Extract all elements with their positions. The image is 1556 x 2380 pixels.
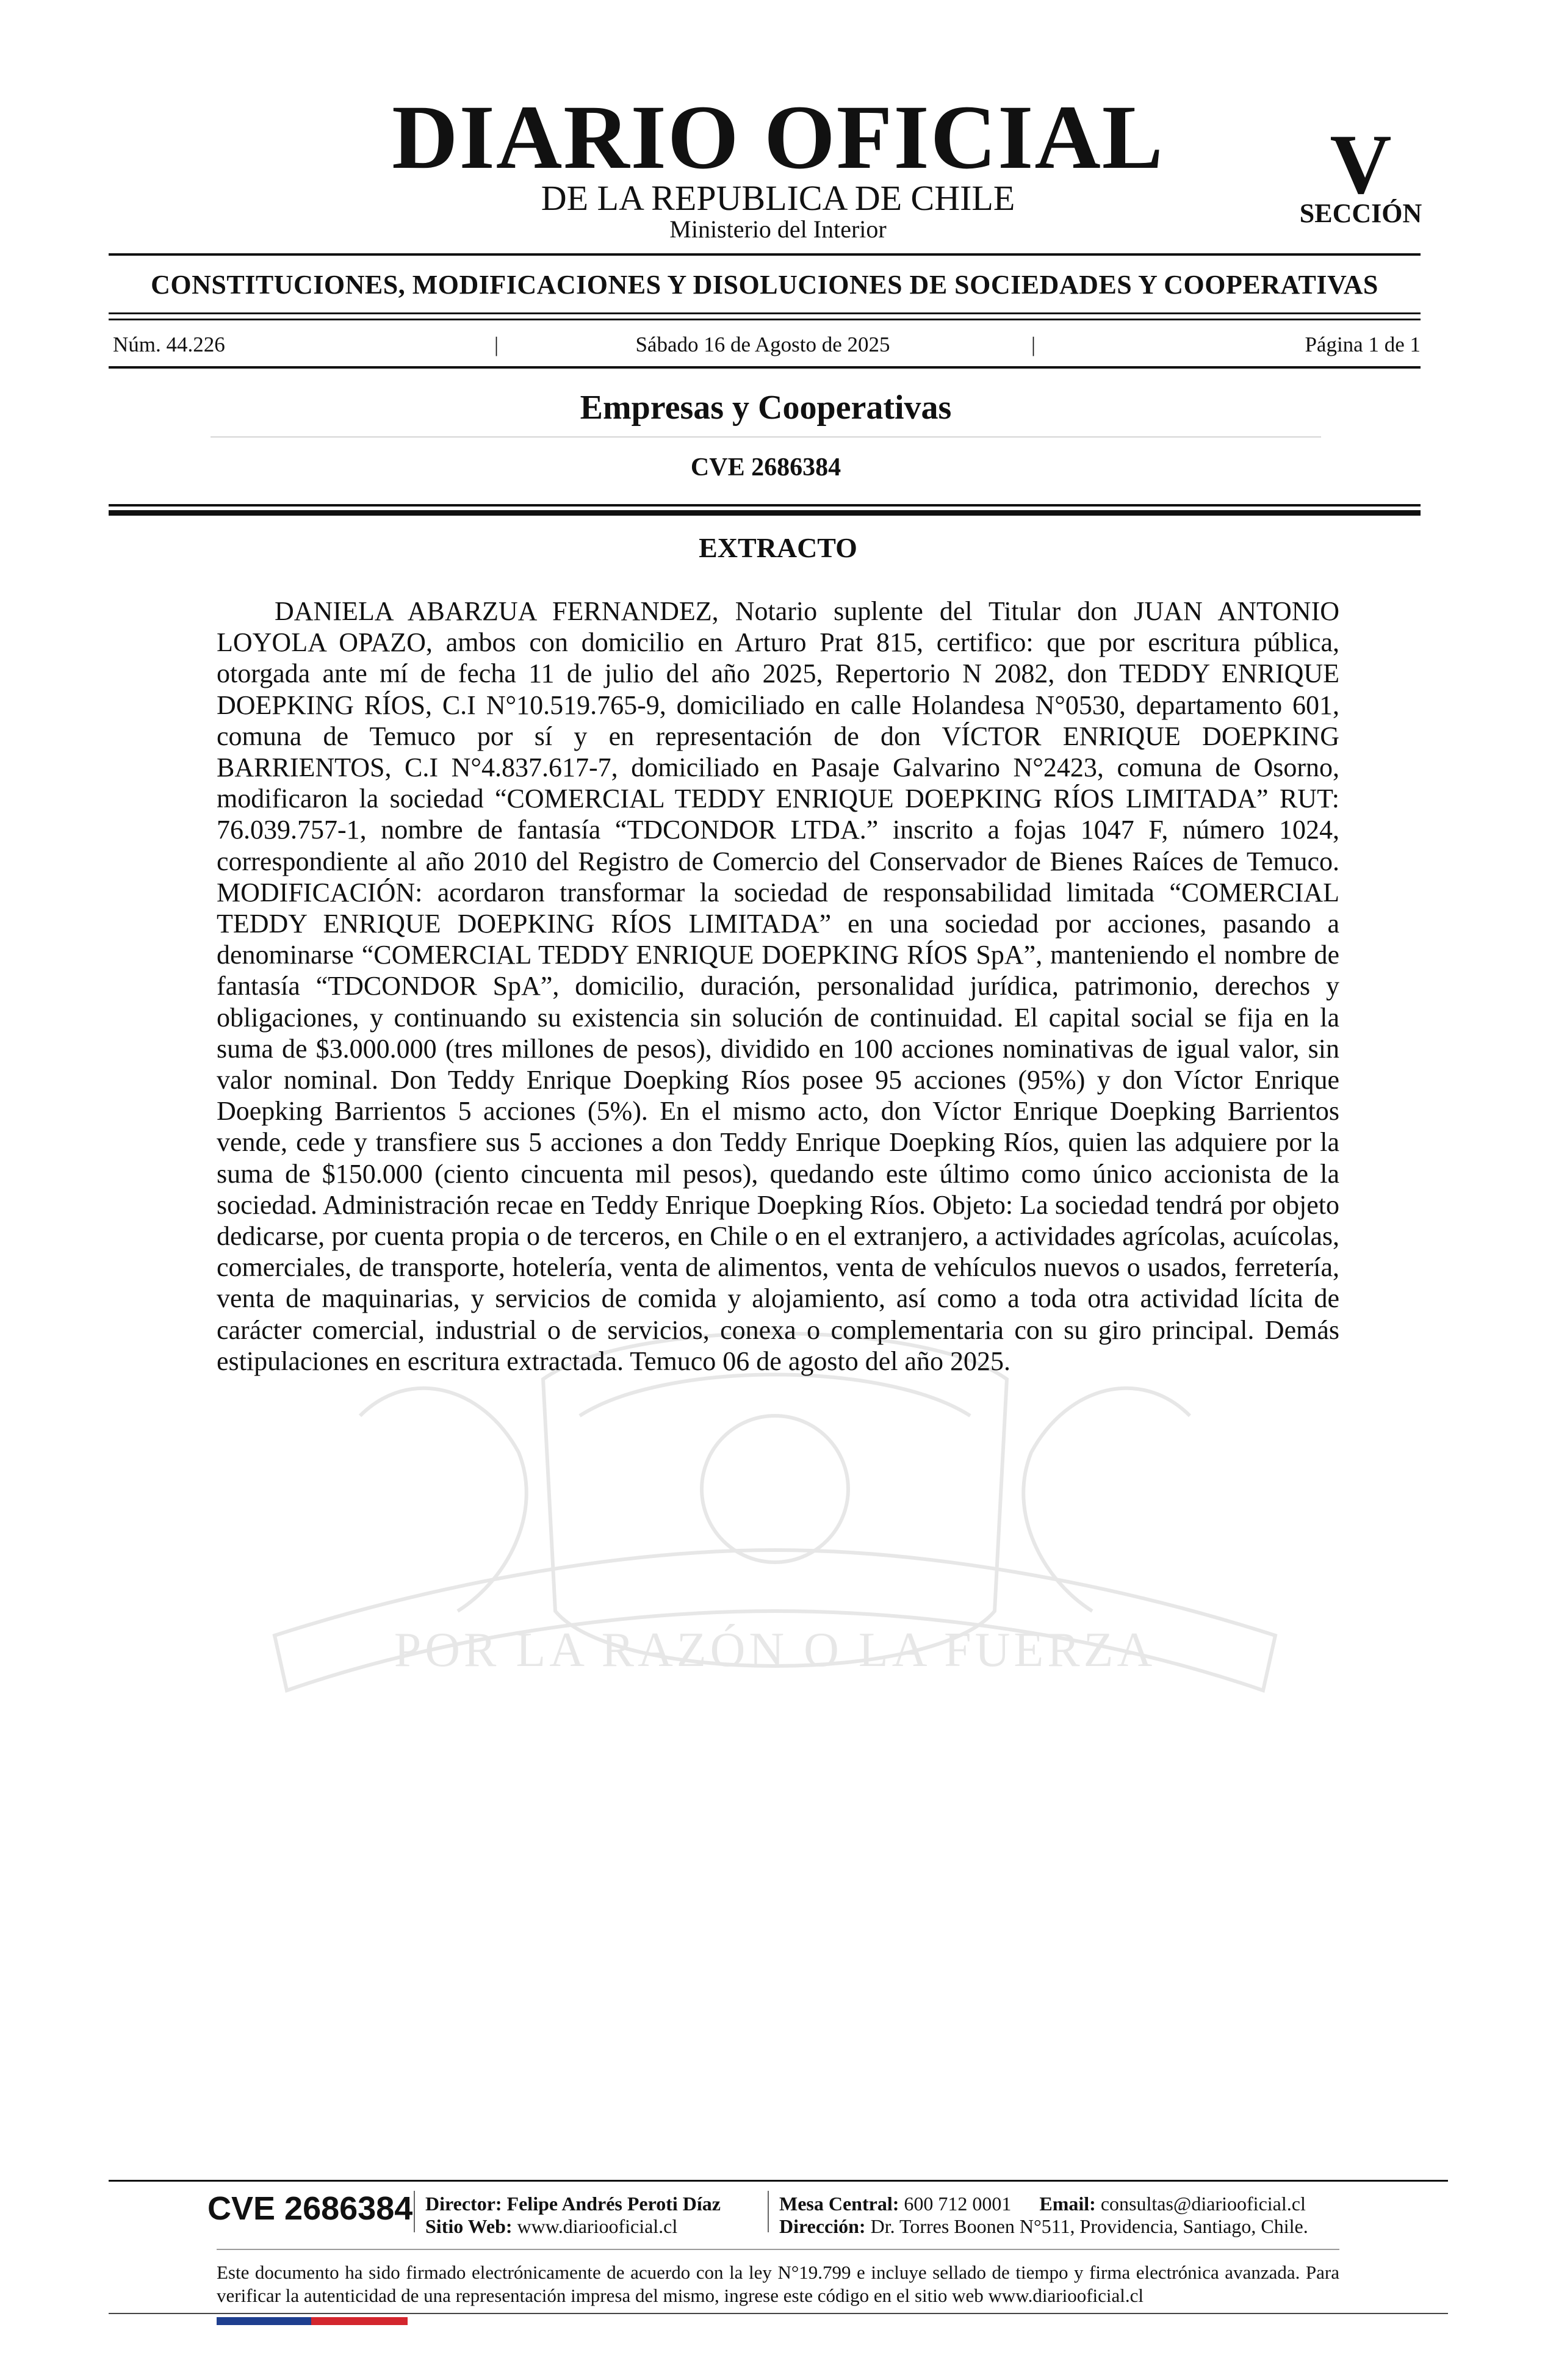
footer-divider <box>414 2191 415 2232</box>
email-link[interactable]: consultas@diariooficial.cl <box>1100 2193 1306 2215</box>
document-type: EXTRACTO <box>699 532 857 563</box>
footer-legal-notice: Este documento ha sido firmado electrónicamente de acuerdo con la ley N°19.799 e incluye sellado de tiempo y firma electrónica avanzada. Para verificar la autenticidad de una representación impresa del mismo, ingrese este código en el sitio web www.diariooficial.cl <box>217 2262 1339 2306</box>
footer-rule <box>109 2180 1448 2182</box>
section-label: SECCIÓN <box>1299 198 1422 228</box>
masthead-subtitle: DE LA REPUBLICA DE CHILE <box>541 178 1015 218</box>
flag-stripe-red <box>311 2317 408 2325</box>
page-number: Página 1 de 1 <box>1305 333 1421 356</box>
footer-divider <box>768 2191 769 2232</box>
site-label: Sitio Web: <box>425 2215 513 2237</box>
footer-site <box>425 2216 677 2236</box>
header-double-rule-top <box>109 312 1421 314</box>
section-letter: V <box>1330 117 1392 212</box>
info-rule <box>109 366 1421 369</box>
footer-director <box>425 2194 721 2213</box>
category-title: Empresas y Cooperativas <box>580 389 952 427</box>
watermark-motto: POR LA RAZÓN O LA FUERZA <box>394 1623 1156 1677</box>
masthead-title: DIARIO OFICIAL <box>392 87 1164 188</box>
body-rule-thick <box>109 510 1421 516</box>
header-rule <box>109 253 1421 256</box>
cve-code: CVE 2686384 <box>690 453 841 481</box>
category-divider <box>211 436 1321 438</box>
footer-cve: CVE 2686384 <box>207 2190 413 2227</box>
extract-body: DANIELA ABARZUA FERNANDEZ, Notario suplente del Titular don JUAN ANTONIO LOYOLA OPAZO, ambos con domicilio en Arturo Prat 815, certifico: que por escritura pública, otorgada ante mí de fecha 11 de julio del año 2025, Repertorio N 2082, don TEDDY ENRIQUE DOEPKING RÍOS, C.I N°10.519.765-9, domiciliado en calle Holandesa N°0530, departamento 601, comuna de Temuco por sí y en representación de don VÍCTOR ENRIQUE DOEPKING BARRIENTOS, C.I N°4.837.617-7, domiciliado en Pasaje Galvarino N°2423, comuna de Osorno, modificaron la sociedad “COMERCIAL TEDDY ENRIQUE DOEPKING RÍOS LIMITADA” RUT: 76.039.757-1, nombre de fantasía “TDCONDOR LTDA.” inscrito a fojas 1047 F, número 1024, correspondiente al año 2010 del Registro de Comercio del Conservador de Bienes Raíces de Temuco. MODIFICACIÓN: acordaron transformar la sociedad de responsabilidad limitada “COMERCIAL TEDDY ENRIQUE DOEPKING RÍOS LIMITADA” en una sociedad por acciones, pasando a denominarse “COMERCIAL TEDDY ENRIQUE DOEPKING RÍOS SpA”, manteniendo el nombre de fantasía “TDCONDOR SpA”, domicilio, duración, personalidad jurídica, patrimonio, derechos y obligaciones, y continuando su existencia sin solución de continuidad. El capital social se fija en la suma de $3.000.000 (tres millones de pesos), dividido en 100 acciones nominativas de igual valor, sin valor nominal. Don Teddy Enrique Doepking Ríos posee 95 acciones (95%) y don Víctor Enrique Doepking Barrientos 5 acciones (5%). En el mismo acto, don Víctor Enrique Doepking Barrientos vende, cede y transfiere sus 5 acciones a don Teddy Enrique Doepking Ríos, quien las adquiere por la suma de $150.000 (ciento cincuenta mil pesos), quedando este último como único accionista de la sociedad. Administración recae en Teddy Enrique Doepking Ríos. Objeto: La sociedad tendrá por objeto dedicarse, por cuenta propia o de terceros, en Chile o en el extranjero, a actividades agrícolas, acuícolas, comerciales, de transporte, hotelería, venta de alimentos, venta de vehículos nuevos o usados, ferretería, venta de maquinarias, y servicios de comida y alojamiento, así como a toda otra actividad lícita de carácter comercial, industrial o de servicios, conexa o complementaria con su giro principal. Demás estipulaciones en escritura extractada. Temuco 06 de agosto del año 2025. <box>217 596 1339 1376</box>
director-label: Director: <box>425 2193 502 2215</box>
masthead-ministry: Ministerio del Interior <box>669 215 887 243</box>
issue-separator: | <box>494 333 499 356</box>
phone-value: 600 712 0001 <box>904 2193 1012 2215</box>
director-name: Felipe Andrés Peroti Díaz <box>506 2193 721 2215</box>
footer-bottom-rule <box>109 2313 1448 2314</box>
footer-address <box>779 2216 1308 2236</box>
issue-date: Sábado 16 de Agosto de 2025 <box>635 333 890 356</box>
address-value: Dr. Torres Boonen N°511, Providencia, Santiago, Chile. <box>870 2215 1308 2237</box>
footer-divider-rule <box>217 2249 1339 2250</box>
phone-label: Mesa Central: <box>779 2193 899 2215</box>
section-heading: CONSTITUCIONES, MODIFICACIONES Y DISOLUCIONES DE SOCIEDADES Y COOPERATIVAS <box>151 270 1378 300</box>
header-double-rule-bottom <box>109 319 1421 320</box>
address-label: Dirección: <box>779 2215 866 2237</box>
issue-separator: | <box>1031 333 1036 356</box>
flag-stripe-blue <box>217 2317 311 2325</box>
issue-number: Núm. 44.226 <box>113 333 225 356</box>
body-rule-thin <box>109 504 1421 507</box>
email-label: Email: <box>1039 2193 1096 2215</box>
site-link[interactable]: www.diariooficial.cl <box>517 2215 678 2237</box>
footer-contact <box>779 2194 1306 2213</box>
